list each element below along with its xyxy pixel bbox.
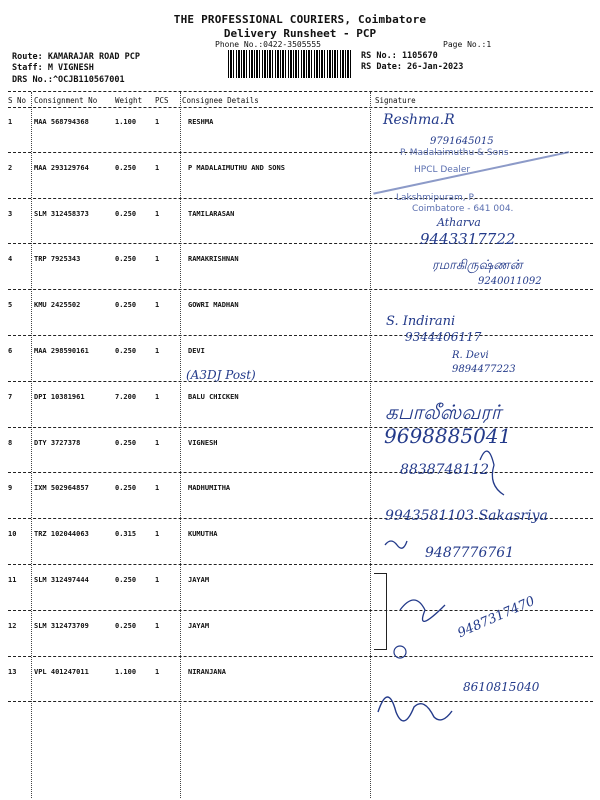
row-consignee: NIRANJANA <box>188 667 226 676</box>
row-pcs: 1 <box>155 255 160 264</box>
row-consignee: P MADALAIMUTHU AND SONS <box>188 163 285 172</box>
row-consignee: DEVI <box>188 347 205 355</box>
document-subtitle: Delivery Runsheet - PCP <box>223 27 377 40</box>
row-consignment-no: VPL 401247011 <box>34 667 89 676</box>
col-header-signature: Signature <box>375 96 416 105</box>
row-consignee: JAYAM <box>188 576 210 584</box>
row-pcs: 1 <box>155 484 160 493</box>
row-sno: 12 <box>8 621 17 630</box>
handwritten-note: (A3DJ Post) <box>186 368 256 382</box>
row-consignment-no: DPI 10381961 <box>34 392 85 401</box>
col-header-pcs: PCS <box>155 96 169 105</box>
row-sno: 2 <box>8 163 13 172</box>
handwritten-signature: R. Devi <box>452 350 489 361</box>
row-weight: 0.250 <box>115 347 137 355</box>
row-consignment-no: MAA 568794368 <box>34 118 89 126</box>
rs-date: RS Date: 26-Jan-2023 <box>361 62 464 72</box>
row-weight: 0.250 <box>115 301 137 310</box>
dealer-stamp-line2: HPCL Dealer <box>414 165 471 175</box>
staff-label: Staff: M VIGNESH <box>12 63 94 73</box>
row-weight: 0.250 <box>115 438 137 447</box>
handwritten-tamil-signature: கபாலீஸ்வரர் <box>385 400 502 424</box>
row-consignee: BALU CHICKEN <box>188 392 239 401</box>
handwritten-signature: Reshma.R <box>383 112 455 128</box>
row-pcs: 1 <box>155 621 160 630</box>
row-sno: 7 <box>8 392 13 401</box>
row-sno: 10 <box>8 530 17 539</box>
row-sno: 5 <box>8 301 13 310</box>
row-consignment-no: IXM 502964857 <box>34 484 89 493</box>
row-sno: 11 <box>8 576 17 584</box>
drs-number: DRS No.:^OCJB110567001 <box>12 75 125 85</box>
row-pcs: 1 <box>155 667 160 676</box>
row-sno: 1 <box>8 118 13 126</box>
row-sno: 3 <box>8 209 13 218</box>
row-weight: 0.250 <box>115 209 137 218</box>
row-weight: 0.315 <box>115 530 137 539</box>
row-consignee: MADHUMITHA <box>188 484 231 493</box>
handwritten-phone-signature: 9943581103 Sakasriya <box>385 508 548 524</box>
row-pcs: 1 <box>155 209 160 218</box>
dealer-stamp-line4: Coimbatore - 641 004. <box>412 204 514 214</box>
row-pcs: 1 <box>155 392 160 401</box>
row-pcs: 1 <box>155 438 160 447</box>
handwritten-phone: 9791645015 <box>430 136 494 147</box>
row-weight: 0.250 <box>115 255 137 264</box>
row-consignee: KUMUTHA <box>188 530 218 539</box>
row-sno: 8 <box>8 438 13 447</box>
col-header-weight: Weight <box>115 96 143 105</box>
handwritten-signature: S. Indirani <box>386 314 456 329</box>
dealer-stamp-line1: P. Madalaimuthu & Sons <box>400 148 509 158</box>
row-consignment-no: SLM 312497444 <box>34 576 89 584</box>
handwritten-phone: 9894477223 <box>452 364 516 375</box>
handwritten-signature: Atharva <box>437 216 481 229</box>
handwritten-phone: 9443317722 <box>420 230 516 248</box>
row-pcs: 1 <box>155 530 160 539</box>
route-label: Route: KAMARAJAR ROAD PCP <box>12 52 140 62</box>
handwritten-phone: 9240011092 <box>478 276 542 287</box>
row-consignee: GOWRI MADHAN <box>188 301 239 310</box>
row-pcs: 1 <box>155 301 160 310</box>
row-sno: 13 <box>8 667 17 676</box>
row-sno: 9 <box>8 484 13 493</box>
handwritten-phone: 9487776761 <box>425 545 515 561</box>
row-weight: 0.250 <box>115 163 137 172</box>
handwritten-phone: 8838748112 <box>400 462 490 478</box>
row-sno: 6 <box>8 347 13 355</box>
row-consignee: RESHMA <box>188 118 214 126</box>
rs-number: RS No.: 1105670 <box>361 51 438 61</box>
row-consignee: TAMILARASAN <box>188 209 235 218</box>
col-header-sno: S No <box>8 96 27 105</box>
handwritten-phone: 9487317470 <box>455 593 538 642</box>
row-consignment-no: SLM 312473709 <box>34 621 89 630</box>
row-weight: 0.250 <box>115 621 137 630</box>
row-consignment-no: MAA 298590161 <box>34 347 89 355</box>
row-pcs: 1 <box>155 118 160 126</box>
handwritten-tamil-signature: ரமாகிருஷ்ணன் <box>432 258 523 273</box>
document-title: THE PROFESSIONAL COURIERS, Coimbatore <box>173 13 427 26</box>
row-consignment-no: MAA 293129764 <box>34 163 89 172</box>
handwritten-phone: 8610815040 <box>463 680 540 694</box>
row-consignee: RAMAKRISHNAN <box>188 255 239 264</box>
row-consignee: VIGNESH <box>188 438 218 447</box>
row-consignment-no: TRP 7925343 <box>34 255 81 264</box>
row-pcs: 1 <box>155 163 160 172</box>
handwritten-phone: 9698885041 <box>384 424 512 448</box>
row-weight: 1.100 <box>115 667 137 676</box>
row-pcs: 1 <box>155 576 160 584</box>
row-weight: 0.250 <box>115 576 137 584</box>
row-weight: 1.100 <box>115 118 137 126</box>
row-weight: 7.200 <box>115 392 137 401</box>
row-consignment-no: TRZ 102044063 <box>34 530 89 539</box>
row-consignment-no: KMU 2425502 <box>34 301 81 310</box>
row-consignee: JAYAM <box>188 621 210 630</box>
row-sno: 4 <box>8 255 13 264</box>
row-consignment-no: DTY 3727378 <box>34 438 81 447</box>
col-header-consignee: Consignee Details <box>182 96 259 105</box>
page-number: Page No.:1 <box>443 40 492 49</box>
phone-number: Phone No.:0422-3505555 <box>215 40 321 49</box>
row-weight: 0.250 <box>115 484 137 493</box>
dealer-stamp-line3: Lakshmipuram, P. <box>396 193 476 203</box>
row-pcs: 1 <box>155 347 160 355</box>
col-header-consignment: Consignment No <box>34 96 98 105</box>
row-consignment-no: SLM 312458373 <box>34 209 89 218</box>
handwritten-phone: 9344406117 <box>405 330 482 344</box>
